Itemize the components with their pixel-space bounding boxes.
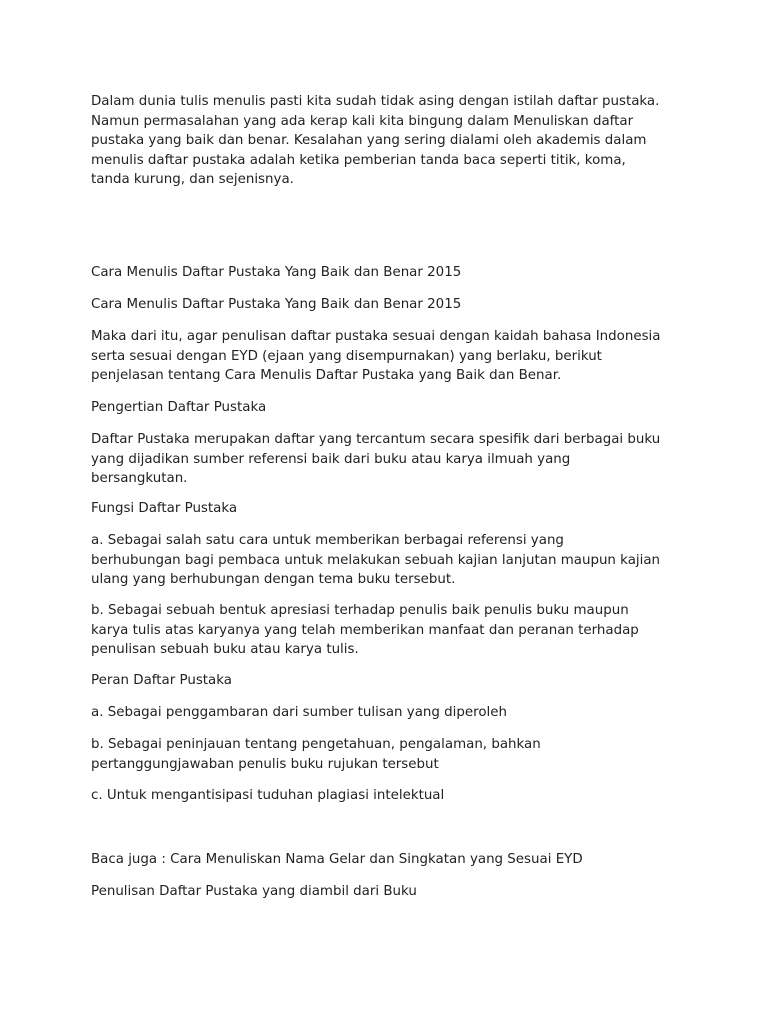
peran-c-line: c. Untuk mengantisipasi tuduhan plagiasi intelektual bbox=[91, 788, 445, 803]
section-pengertian-text: Pengertian Daftar Pustaka bbox=[91, 400, 267, 415]
section-pengertian bbox=[91, 398, 691, 418]
pengertian-line: yang dijadikan sumber referensi baik dari buku atau karya ilmuah yang bbox=[91, 451, 571, 467]
heading-2-text: Cara Menulis Daftar Pustaka Yang Baik dan Benar 2015 bbox=[91, 297, 462, 312]
section-buku-text: Penulisan Daftar Pustaka yang diambil dari Buku bbox=[91, 884, 417, 899]
fungsi-b-paragraph bbox=[91, 601, 691, 660]
maka-line: penjelasan tentang Cara Menulis Daftar Pustaka yang Baik dan Benar. bbox=[91, 368, 562, 384]
fungsi-a-line: a. Sebagai salah satu cara untuk memberikan berbagai referensi yang bbox=[91, 533, 564, 548]
section-peran bbox=[91, 671, 691, 691]
section-buku bbox=[91, 882, 691, 902]
baca-juga-line: Baca juga : Cara Menuliskan Nama Gelar dan Singkatan yang Sesuai EYD bbox=[91, 852, 583, 867]
pengertian-line: Daftar Pustaka merupakan daftar yang tercantum secara spesifik dari berbagai buku bbox=[91, 432, 661, 447]
heading-1 bbox=[91, 263, 691, 283]
fungsi-a-paragraph bbox=[91, 531, 691, 590]
maka-line: serta sesuai dengan EYD (ejaan yang disempurnakan) yang berlaku, berikut bbox=[91, 348, 602, 364]
peran-b-line: pertanggungjawaban penulis buku rujukan tersebut bbox=[91, 756, 439, 772]
peran-b-paragraph bbox=[91, 735, 691, 774]
intro-paragraph bbox=[91, 92, 691, 190]
maka-paragraph bbox=[91, 327, 691, 386]
fungsi-b-line: b. Sebagai sebuah bentuk apresiasi terhadap penulis baik penulis buku maupun bbox=[91, 603, 629, 618]
intro-line: tanda kurung, dan sejenisnya. bbox=[91, 172, 294, 188]
maka-line: Maka dari itu, agar penulisan daftar pustaka sesuai dengan kaidah bahasa Indonesia bbox=[91, 329, 661, 344]
peran-a-paragraph bbox=[91, 703, 691, 723]
intro-line: menulis daftar pustaka adalah ketika pemberian tanda baca seperti titik, koma, bbox=[91, 152, 626, 168]
pengertian-paragraph bbox=[91, 430, 691, 489]
fungsi-a-line: berhubungan bagi pembaca untuk melakukan sebuah kajian lanjutan maupun kajian bbox=[91, 552, 661, 568]
fungsi-b-line: karya tulis atas karyanya yang telah memberikan manfaat dan peranan terhadap bbox=[91, 622, 639, 638]
intro-line: Namun permasalahan yang ada kerap kali kita bingung dalam Menuliskan daftar bbox=[91, 113, 634, 129]
section-fungsi-text: Fungsi Daftar Pustaka bbox=[91, 501, 238, 516]
fungsi-a-line: ulang yang berhubungan dengan tema buku tersebut. bbox=[91, 572, 456, 588]
peran-c-paragraph bbox=[91, 786, 691, 806]
section-peran-text: Peran Daftar Pustaka bbox=[91, 673, 232, 688]
pengertian-line: bersangkutan. bbox=[91, 471, 188, 487]
baca-juga-paragraph bbox=[91, 850, 691, 870]
heading-2 bbox=[91, 295, 691, 315]
intro-line: pustaka yang baik dan benar. Kesalahan yang sering dialami oleh akademis dalam bbox=[91, 133, 647, 149]
peran-a-line: a. Sebagai penggambaran dari sumber tulisan yang diperoleh bbox=[91, 705, 507, 720]
heading-1-text: Cara Menulis Daftar Pustaka Yang Baik dan Benar 2015 bbox=[91, 265, 462, 280]
fungsi-b-line: penulisan sebuah buku atau karya tulis. bbox=[91, 642, 359, 658]
intro-line: Dalam dunia tulis menulis pasti kita sudah tidak asing dengan istilah daftar pustaka. bbox=[91, 94, 660, 109]
peran-b-line: b. Sebagai peninjauan tentang pengetahuan, pengalaman, bahkan bbox=[91, 737, 541, 752]
section-fungsi bbox=[91, 499, 691, 519]
